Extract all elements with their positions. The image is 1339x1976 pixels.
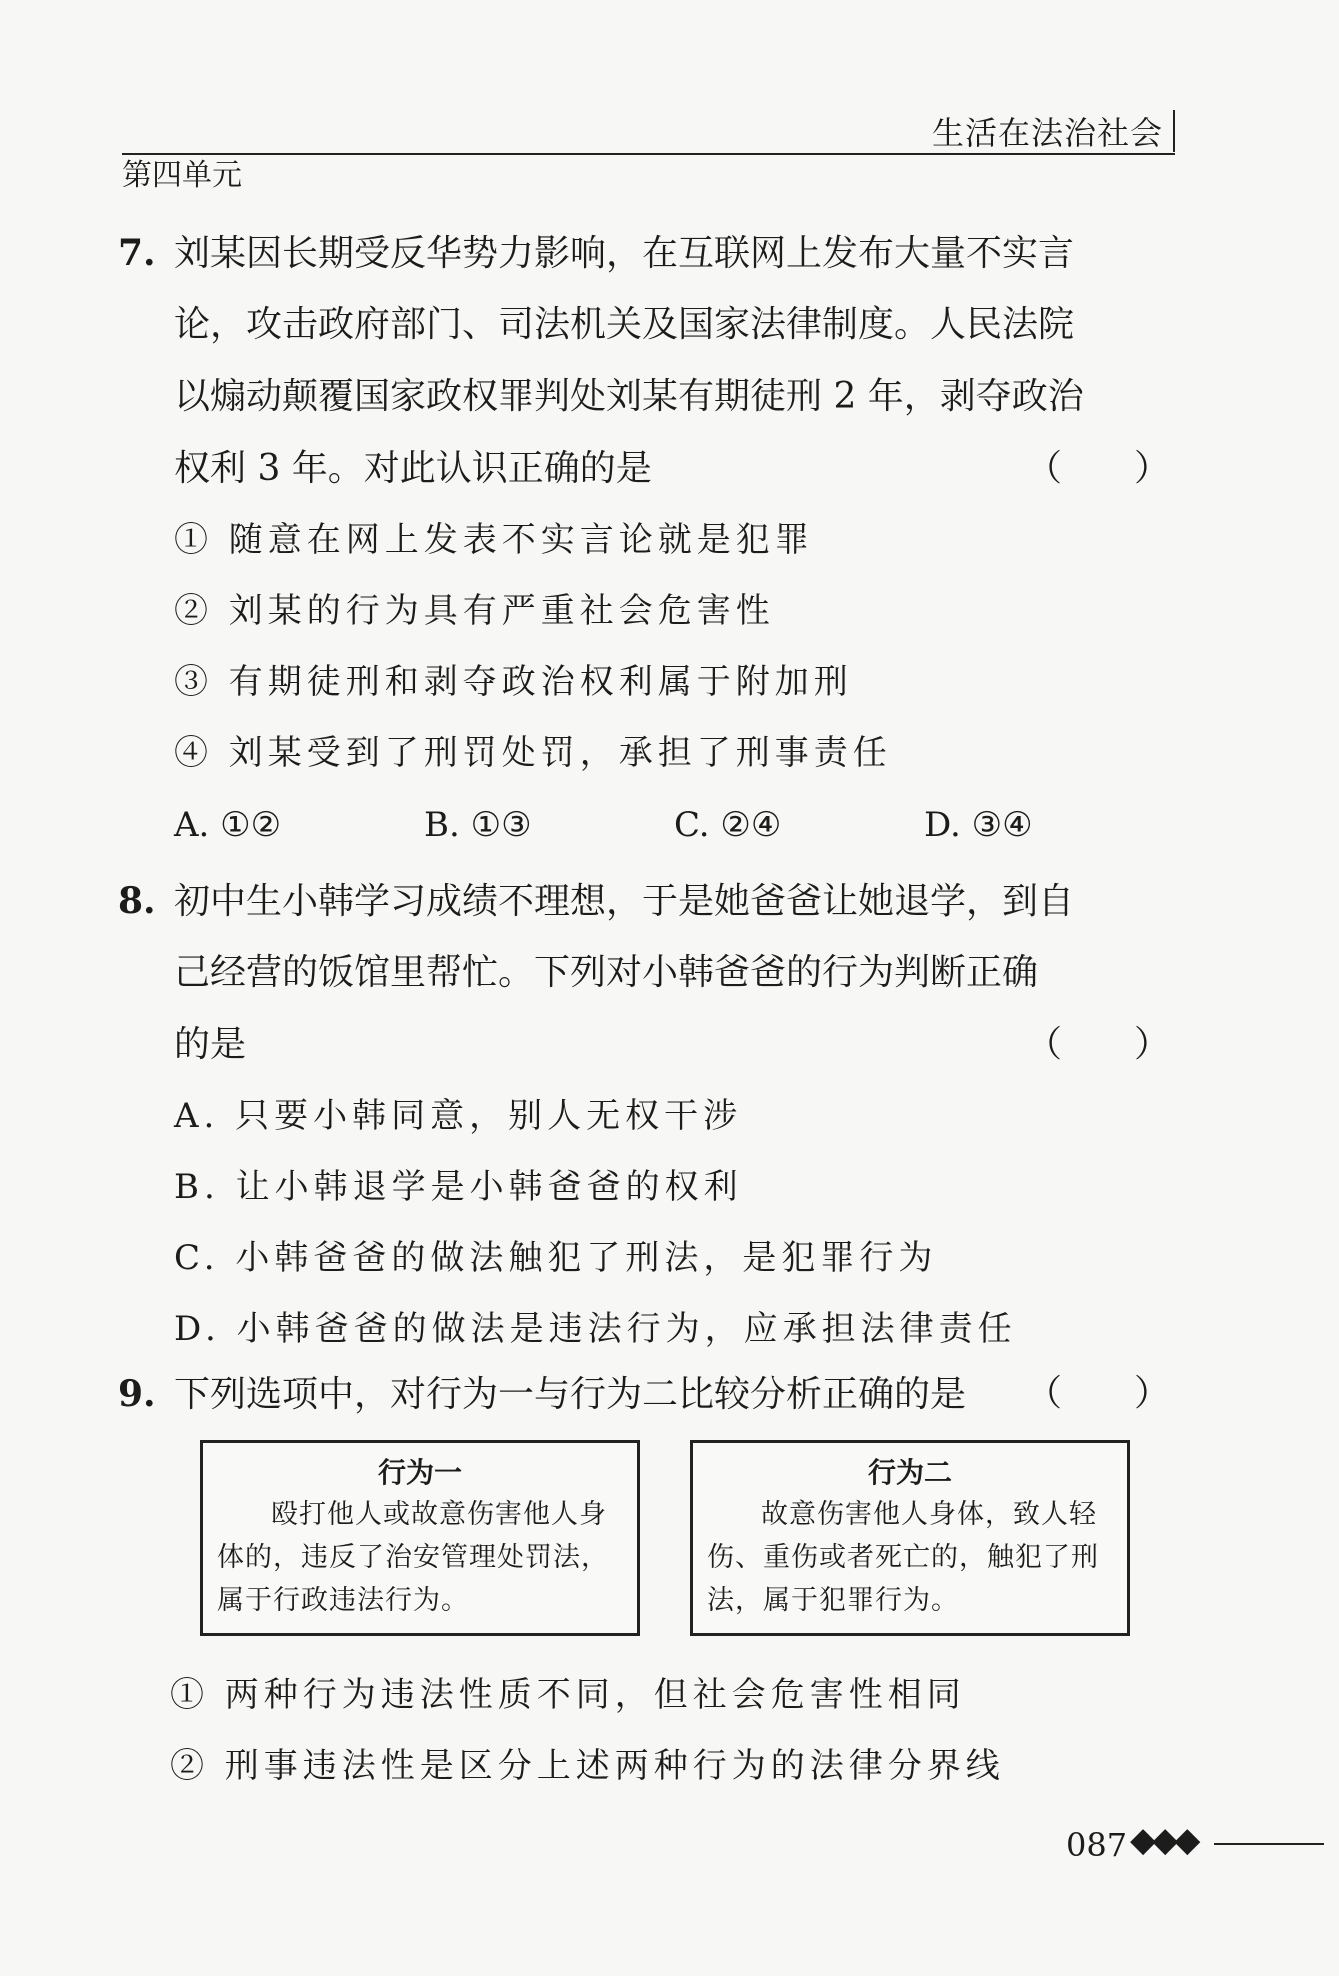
option-a: A. 只要小韩同意，别人无权干涉	[174, 1096, 743, 1136]
answer-parentheses: （ ）	[1025, 448, 1170, 489]
statement-item: ④ 刘某受到了刑罚处罚，承担了刑事责任	[174, 733, 892, 773]
box-body: 故意伤害他人身体，致人轻伤、重伤或者死亡的，触犯了刑法，属于犯罪行为。	[707, 1499, 1099, 1616]
question-text: 初中生小韩学习成绩不理想，于是她爸爸让她退学，到自	[174, 881, 1075, 922]
answer-parentheses: （ ）	[1025, 1024, 1170, 1065]
box-title: 行为一	[377, 1456, 462, 1489]
behavior-two-box	[690, 1440, 1130, 1636]
question-9-statements	[118, 1660, 1178, 1802]
question-7	[118, 217, 1178, 861]
page-number: 087	[1066, 1826, 1128, 1864]
question-number: 8.	[118, 880, 156, 922]
unit-title: 生活在法治社会	[931, 114, 1163, 152]
question-line	[118, 865, 1178, 937]
option-d: D. 小韩爸爸的做法是违法行为，应承担法律责任	[174, 1309, 1017, 1349]
choice-row	[118, 789, 1178, 861]
statement-item: ② 刑事违法性是区分上述两种行为的法律分界线	[170, 1746, 1005, 1786]
question-text: 论，攻击政府部门、司法机关及国家法律制度。人民法院	[174, 304, 1075, 345]
question-text: 下列选项中，对行为一与行为二比较分析正确的是	[174, 1374, 967, 1415]
choice-c: C. ②④	[674, 805, 782, 845]
question-9	[118, 1358, 1178, 1430]
question-8	[118, 865, 1178, 1365]
question-line	[118, 1358, 1178, 1430]
header-bar	[1173, 110, 1175, 152]
option-b: B. 让小韩退学是小韩爸爸的权利	[174, 1167, 743, 1207]
statement-item: ① 两种行为违法性质不同，但社会危害性相同	[170, 1675, 966, 1715]
header-rule	[122, 153, 1175, 155]
option-c: C. 小韩爸爸的做法触犯了刑法，是犯罪行为	[174, 1238, 938, 1278]
choice-a: A. ①②	[174, 805, 282, 845]
question-text: 的是	[174, 1024, 247, 1065]
question-line	[118, 433, 1178, 505]
question-text: 权利 3 年。对此认识正确的是	[174, 448, 652, 489]
footer-rule	[1214, 1843, 1324, 1845]
diamond-ornament-icon: ◆◆◆	[1130, 1820, 1197, 1860]
question-text: 以煽动颠覆国家政权罪判处刘某有期徒刑 2 年，剥夺政治	[174, 376, 1084, 417]
statement-item: ③ 有期徒刑和剥夺政治权利属于附加刑	[174, 662, 853, 702]
choice-b: B. ①③	[424, 805, 532, 845]
answer-parentheses: （ ）	[1025, 1373, 1170, 1414]
statement-item: ② 刘某的行为具有严重社会危害性	[174, 591, 775, 631]
question-line	[118, 217, 1178, 289]
question-line	[118, 1009, 1178, 1081]
question-number: 9.	[118, 1373, 156, 1415]
behavior-one-box	[200, 1440, 640, 1636]
statement-item: ① 随意在网上发表不实言论就是犯罪	[174, 520, 814, 560]
box-title: 行为二	[867, 1456, 952, 1489]
box-body: 殴打他人或故意伤害他人身体的，违反了治安管理处罚法，属于行政违法行为。	[217, 1499, 609, 1616]
unit-number: 第四单元	[122, 158, 242, 193]
question-number: 7.	[118, 232, 156, 274]
choice-d: D. ③④	[924, 805, 1033, 845]
question-text: 己经营的饭馆里帮忙。下列对小韩爸爸的行为判断正确	[174, 952, 1039, 993]
question-text: 刘某因长期受反华势力影响，在互联网上发布大量不实言	[174, 233, 1075, 274]
